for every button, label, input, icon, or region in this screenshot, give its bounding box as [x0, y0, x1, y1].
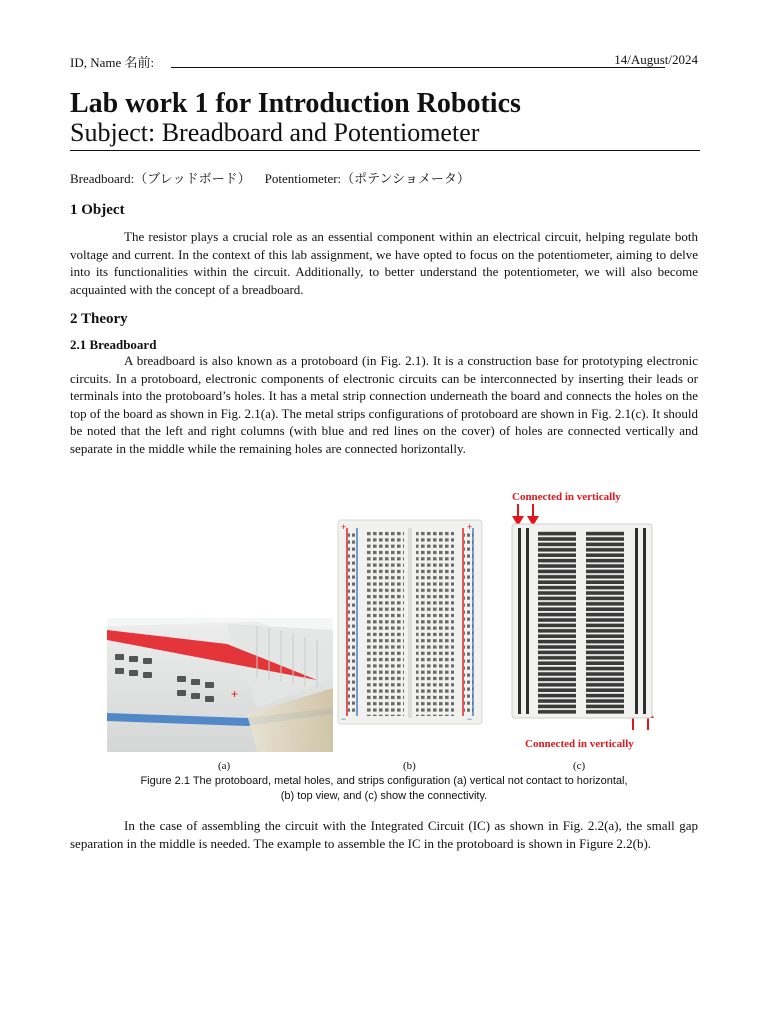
- rail-plus-glyph: +: [231, 687, 239, 701]
- figure-c-connectivity: [508, 504, 658, 740]
- object-paragraph: The resistor plays a crucial role as an essential component within an electrical circuit, helping regulate both voltage and current. In the context of this lab assignment, we have opted to focus on the potentiometer, aiming to delve into its functionalities within the circuit. Additionally, to better understand the potentiometer, we will also become acquainted with the concept of a breadboard.: [70, 229, 698, 297]
- page-subtitle: Subject: Breadboard and Potentiometer: [70, 118, 480, 147]
- title-divider: [70, 150, 700, 151]
- breadboard-paragraph: A breadboard is also known as a protoboard (in Fig. 2.1). It is a construction base for prototyping electronic circuits. In a protoboard, electronic components of electronic circuits can be interconnected by inserting their leads or terminals into the protoboard’s holes. It has a metal strip connection underneath the board and connects the holes on the top of the board as shown in Fig. 2.1(a). The metal strips configurations of protoboard are shown in Fig. 2.1(c). It should be noted that the left and right columns (with blue and red lines on the cover) of holes are connected vertically and separate in the middle while the remaining holes are connected horizontally.: [70, 353, 698, 456]
- date: 14/August/2024: [614, 52, 698, 67]
- rail-minus-glyph: −: [467, 714, 473, 724]
- page-title: Lab work 1 for Introduction Robotics: [70, 88, 521, 119]
- heading-object: 1 Object: [70, 202, 125, 218]
- figure-b-top-view: [336, 518, 484, 726]
- rail-minus-glyph: −: [341, 714, 347, 724]
- rail-plus-glyph: +: [341, 522, 347, 532]
- ic-paragraph: In the case of assembling the circuit with the Integrated Circuit (IC) as shown in Fig. 2.2(a), the small gap separation in the middle is needed. The example to assemble the IC in the protoboard is shown in Figure 2.2(b).: [70, 818, 698, 851]
- rail-plus-glyph: +: [467, 522, 473, 532]
- figure-a-label: (a): [218, 760, 231, 772]
- annotation-top: Connected in vertically: [512, 491, 621, 503]
- term-breadboard: Breadboard:（ブレッドボード）: [70, 171, 251, 186]
- figure-a-closeup: [107, 618, 333, 752]
- terms-line: [70, 168, 470, 187]
- heading-breadboard: 2.1 Breadboard: [70, 337, 157, 352]
- caption-line-1: Figure 2.1 The protoboard, metal holes, and strips configuration (a) vertical not contact to horizontal,: [140, 775, 628, 787]
- figure-caption: [70, 774, 698, 803]
- term-potentiometer: Potentiometer:（ポテンショメータ）: [264, 171, 470, 186]
- id-name-line: [70, 52, 698, 70]
- annotation-bottom: Connected in vertically: [525, 738, 634, 750]
- id-name-label: ID, Name 名前:: [70, 55, 155, 70]
- name-underline: [171, 67, 665, 68]
- figure-c-label: (c): [573, 760, 586, 772]
- heading-theory: 2 Theory: [70, 311, 128, 327]
- caption-line-2: (b) top view, and (c) show the connectivity.: [280, 789, 488, 802]
- figure-b-label: (b): [403, 760, 416, 772]
